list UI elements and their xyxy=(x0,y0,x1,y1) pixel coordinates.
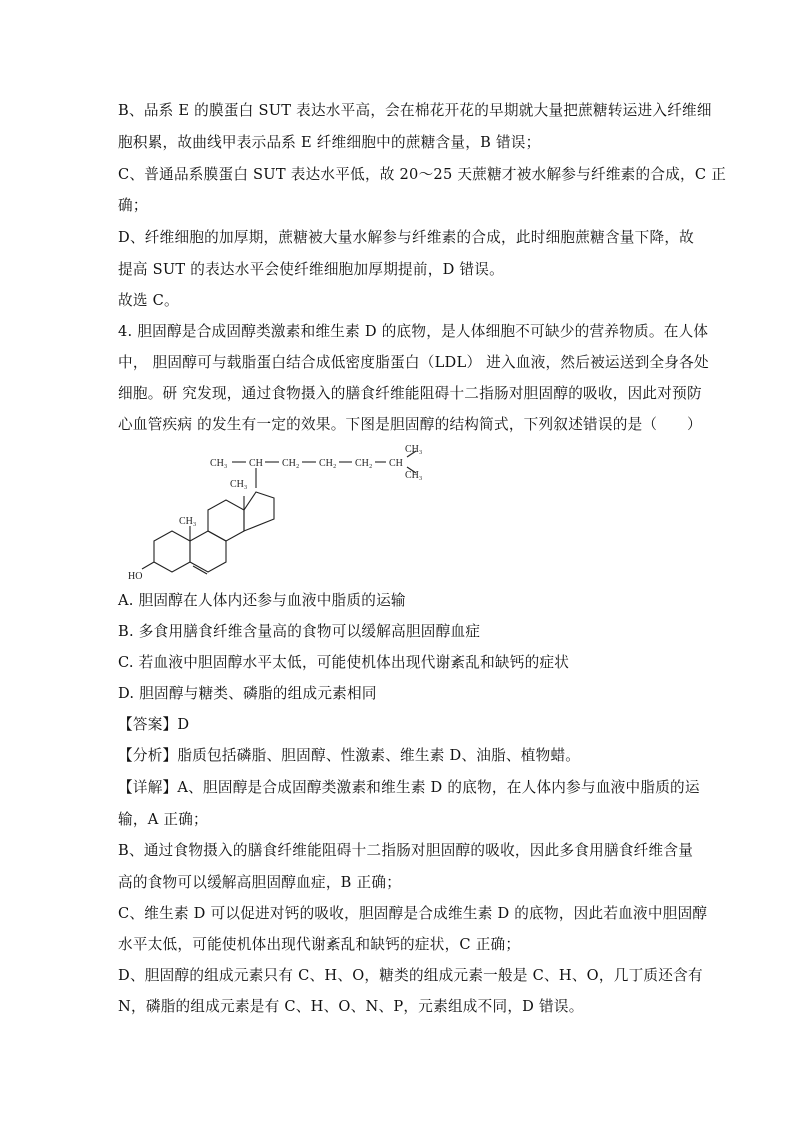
text-line: 提高 SUT 的表达水平会使纤维细胞加厚期提前，D 错误。 xyxy=(118,261,504,278)
text-line: B、品系 E 的膜蛋白 SUT 表达水平高，会在棉花开花的早期就大量把蔗糖转运进入纤维细 xyxy=(118,102,712,119)
text-line: 确； xyxy=(118,197,148,214)
text-line: 胞积累，故曲线甲表示品系 E 纤维细胞中的蔗糖含量，B 错误； xyxy=(118,134,541,151)
question-stem: 心血管疾病 的发生有一定的效果。下图是胆固醇的结构简式，下列叙述错误的是（ ） xyxy=(118,416,702,433)
option-c: C. 若血液中胆固醇水平太低，可能使机体出现代谢紊乱和缺钙的症状 xyxy=(118,654,570,671)
answer-line: 【答案】D xyxy=(118,716,190,733)
chain-ch2-label: CH₂ xyxy=(319,458,337,469)
detail-line: N，磷脂的组成元素是有 C、H、O、N、P，元素组成不同，D 错误。 xyxy=(118,998,584,1015)
chain-ch3-label: CH₃ xyxy=(210,458,228,469)
text-line: C、普通品系膜蛋白 SUT 表达水平低，故 20～25 天蔗糖才被水解参与纤维素的合成，C 正 xyxy=(118,166,727,183)
chain-ch3-top-label: CH₃ xyxy=(405,444,423,455)
chain-ch2-label: CH₂ xyxy=(355,458,373,469)
detail-line: 水平太低，可能使机体出现代谢紊乱和缺钙的症状，C 正确； xyxy=(118,936,521,953)
text-line: D、纤维细胞的加厚期，蔗糖被大量水解参与纤维素的合成，此时细胞蔗糖含量下降，故 xyxy=(118,229,695,246)
text-line: 故选 C。 xyxy=(118,292,179,309)
chain-ch3-bottom-label: CH₃ xyxy=(405,470,423,481)
question-stem: 细胞。研 究发现，通过食物摄入的膳食纤维能阻碍十二指肠对胆固醇的吸收，因此对预防 xyxy=(118,385,702,402)
option-d: D. 胆固醇与糖类、磷脂的组成元素相同 xyxy=(118,685,377,702)
chain-ch2-label: CH₂ xyxy=(282,458,300,469)
ring-ch3-label: CH₃ xyxy=(179,516,197,527)
analysis-line: 【分析】脂质包括磷脂、胆固醇、性激素、维生素 D、油脂、植物蜡。 xyxy=(118,747,581,764)
question-stem: 中， 胆固醇可与载脂蛋白结合成低密度脂蛋白（LDL） 进入血液，然后被运送到全身各处 xyxy=(118,354,709,371)
hydroxyl-label: HO xyxy=(128,571,143,582)
chain-ch-label: CH xyxy=(249,458,263,469)
option-b: B. 多食用膳食纤维含量高的食物可以缓解高胆固醇血症 xyxy=(118,623,481,640)
question-stem: 4. 胆固醇是合成固醇类激素和维生素 D 的底物，是人体细胞不可缺少的营养物质。在人体 xyxy=(118,323,709,340)
detail-line: D、胆固醇的组成元素只有 C、H、O，糖类的组成元素一般是 C、H、O，几丁质还含有 xyxy=(118,967,703,984)
detail-line: 高的食物可以缓解高胆固醇血症，B 正确； xyxy=(118,874,402,891)
detail-line: 输，A 正确； xyxy=(118,811,208,828)
detail-line: B、通过食物摄入的膳食纤维能阻碍十二指肠对胆固醇的吸收，因此多食用膳食纤维含量 xyxy=(118,842,694,859)
chain-ch-end-label: CH xyxy=(389,458,403,469)
detail-line: 【详解】A、胆固醇是合成固醇类激素和维生素 D 的底物，在人体内参与血液中脂质的运 xyxy=(118,779,700,796)
cholesterol-structure-figure xyxy=(122,438,432,586)
option-a: A. 胆固醇在人体内还参与血液中脂质的运输 xyxy=(118,592,406,609)
ring-ch3-label: CH₃ xyxy=(230,479,248,490)
detail-line: C、维生素 D 可以促进对钙的吸收，胆固醇是合成维生素 D 的底物，因此若血液中胆固醇 xyxy=(118,905,708,922)
